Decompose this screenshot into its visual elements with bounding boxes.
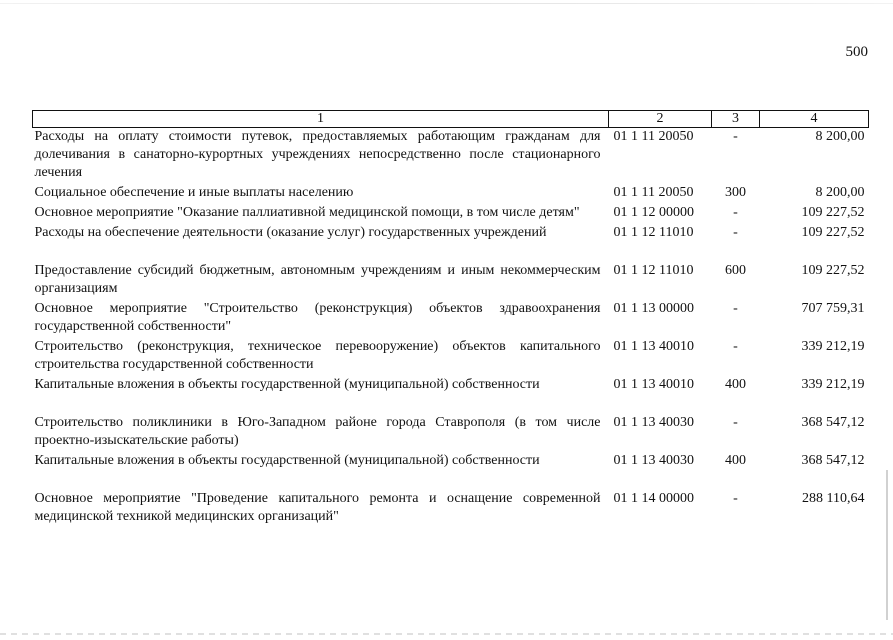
- budget-table: [32, 110, 869, 528]
- row-type: -: [733, 205, 738, 220]
- row-type: -: [733, 129, 738, 144]
- row-code: 01 1 13 40010: [613, 339, 694, 354]
- page-number: 500: [845, 44, 868, 60]
- row-type: 400: [725, 377, 746, 392]
- row-type: -: [733, 491, 738, 506]
- row-code: 01 1 13 40010: [613, 377, 694, 392]
- row-type: -: [733, 301, 738, 316]
- row-code: 01 1 12 11010: [613, 263, 694, 278]
- row-code: 01 1 13 40030: [613, 453, 694, 468]
- row-type: 300: [725, 185, 746, 200]
- row-amount: 339 212,19: [801, 377, 865, 392]
- row-amount: 8 200,00: [815, 129, 865, 144]
- table-row: [33, 376, 869, 414]
- row-description: Расходы на обеспечение деятельности (оказание услуг) государственных учреждений: [34, 225, 547, 240]
- table-row: [33, 262, 869, 300]
- scan-edge-bottom: [0, 633, 893, 635]
- row-amount: 109 227,52: [801, 263, 865, 278]
- row-description: Капитальные вложения в объекты государственной (муниципальной) собственности: [34, 377, 540, 392]
- header-col-3: 3: [712, 111, 760, 128]
- table-row: [33, 300, 869, 338]
- table-row: [33, 338, 869, 376]
- row-description: Основное мероприятие "Строительство (реконструкция) объектов здравоохранения государственной собственности": [34, 301, 601, 334]
- scan-edge-top: [0, 3, 893, 4]
- row-amount: 707 759,31: [801, 301, 865, 316]
- row-description: Строительство поликлиники в Юго-Западном районе города Ставрополя (в том числе проектно-изыскательские работы): [34, 415, 601, 448]
- row-type: -: [733, 225, 738, 240]
- row-code: 01 1 11 20050: [613, 129, 694, 144]
- row-type: 400: [725, 453, 746, 468]
- row-code: 01 1 13 00000: [613, 301, 694, 316]
- header-col-1: 1: [33, 111, 609, 128]
- row-amount: 109 227,52: [801, 205, 865, 220]
- table-row: [33, 224, 869, 262]
- table-row: [33, 452, 869, 490]
- table-row: [33, 128, 869, 185]
- row-description: Капитальные вложения в объекты государственной (муниципальной) собственности: [34, 453, 540, 468]
- row-amount: 109 227,52: [801, 225, 865, 240]
- header-col-2: 2: [609, 111, 712, 128]
- row-code: 01 1 11 20050: [613, 185, 694, 200]
- row-code: 01 1 14 00000: [613, 491, 694, 506]
- row-code: 01 1 13 40030: [613, 415, 694, 430]
- header-col-4: 4: [760, 111, 869, 128]
- scan-edge-right: [886, 470, 888, 620]
- row-amount: 368 547,12: [801, 415, 865, 430]
- table-row: [33, 204, 869, 224]
- row-type: -: [733, 415, 738, 430]
- row-amount: 339 212,19: [801, 339, 865, 354]
- table-row: [33, 414, 869, 452]
- row-description: Строительство (реконструкция, техническое перевооружение) объектов капитального строительства государственной собственности: [34, 339, 601, 372]
- row-code: 01 1 12 00000: [613, 205, 694, 220]
- row-description: Социальное обеспечение и иные выплаты населению: [34, 185, 354, 200]
- row-amount: 288 110,64: [802, 491, 865, 506]
- row-description: Основное мероприятие "Проведение капитального ремонта и оснащение современной медицинской техникой медицинских организаций": [34, 491, 601, 524]
- row-description: Расходы на оплату стоимости путевок, предоставляемых работающим гражданам для долечивания в санаторно-курортных учреждениях непосредственно после стационарного лечения: [34, 129, 601, 180]
- row-code: 01 1 12 11010: [613, 225, 694, 240]
- table-row: [33, 184, 869, 204]
- row-description: Основное мероприятие "Оказание паллиативной медицинской помощи, в том числе детям": [34, 205, 580, 220]
- table-row: [33, 490, 869, 528]
- row-type: -: [733, 339, 738, 354]
- table-header-row: [33, 111, 869, 128]
- row-type: 600: [725, 263, 746, 278]
- row-description: Предоставление субсидий бюджетным, автономным учреждениям и иным некоммерческим организациям: [34, 263, 601, 296]
- row-amount: 368 547,12: [801, 453, 865, 468]
- row-amount: 8 200,00: [815, 185, 865, 200]
